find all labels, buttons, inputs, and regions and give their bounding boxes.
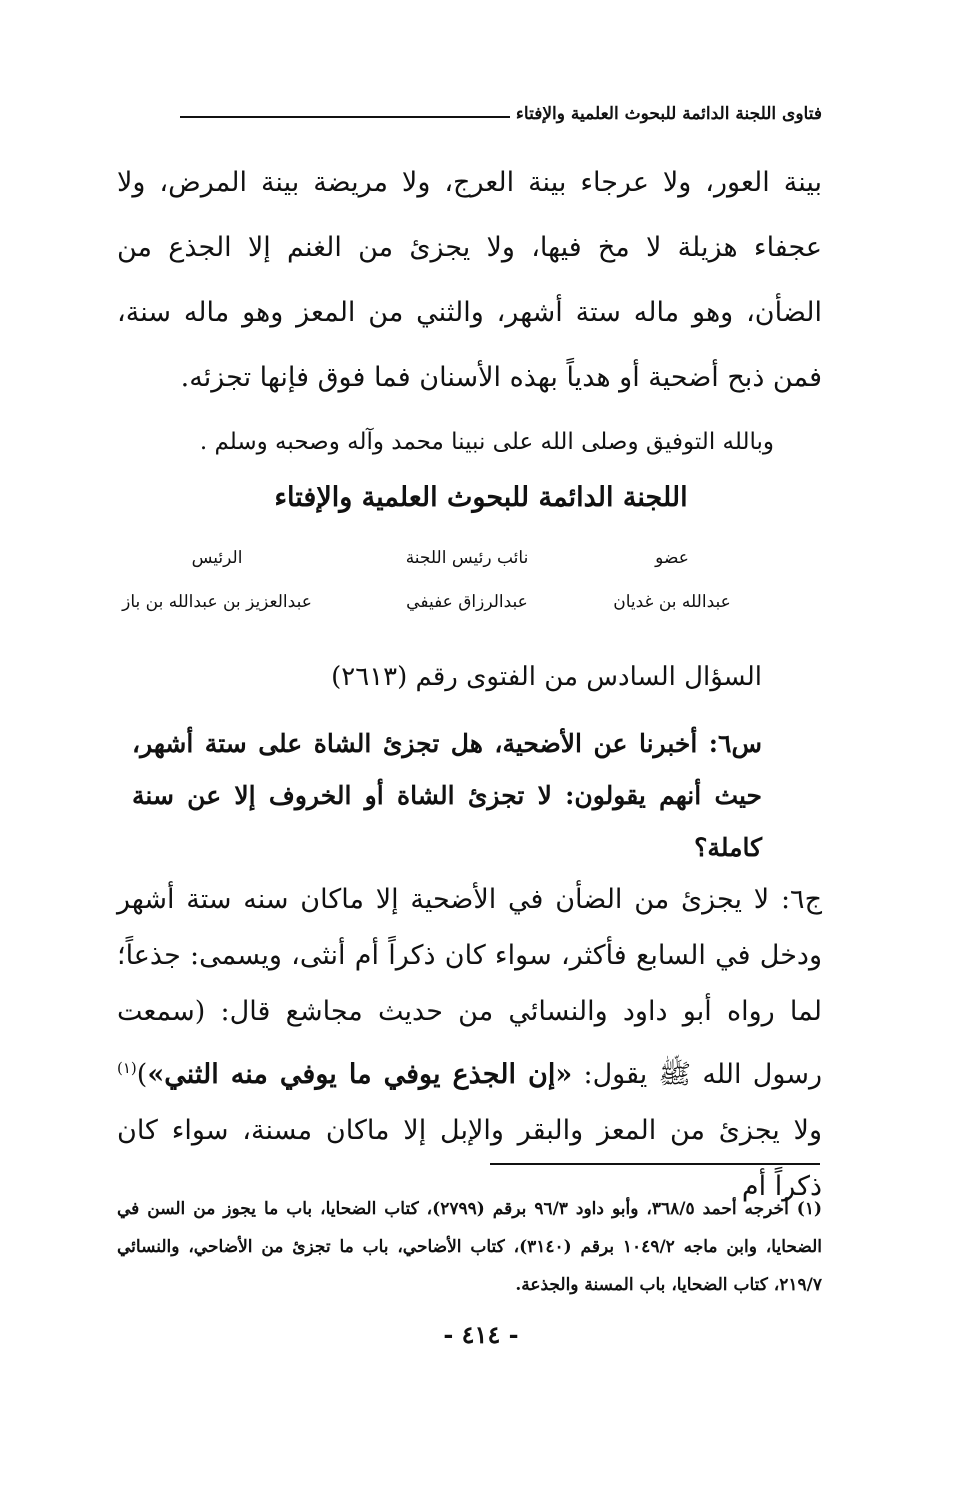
signatory-role: الرئيس [191, 548, 243, 568]
signatory-chair [97, 543, 337, 617]
signatory-vice-chair [367, 543, 567, 617]
paragraph-1: بينة العور، ولا عرجاء بينة العرج، ولا مريضة بينة المرض، ولا عجفاء هزيلة لا مخ فيها، ولا يجزئ من الغنم إلا الجذع من الضأن، وهو ماله ستة أشهر، والثني من المعز وهو ماله سنة، فمن ذبح أضحية أو هدياً بهذه الأسنان فما فوق فإنها تجزئه. [117, 167, 822, 393]
signatory-name: عبدالله بن غديان [613, 592, 731, 612]
running-header-title: فتاوى اللجنة الدائمة للبحوث العلمية والإفتاء [515, 104, 822, 124]
committee-title: اللجنة الدائمة للبحوث العلمية والإفتاء [274, 482, 688, 513]
answer-part-2: ) [136, 1059, 148, 1090]
question-heading: السؤال السادس من الفتوى رقم (٢٦١٣) [331, 662, 762, 692]
closing-line: وبالله التوفيق وصلى الله على نبينا محمد وآله وصحبه وسلم . [199, 429, 774, 455]
answer-part-3: ولا يجزئ من المعز والبقر والإبل إلا ماكان مسنة، سواء كان ذكراً أم [117, 1115, 822, 1202]
footnote-reference: (١) [117, 1059, 137, 1077]
running-header-rule [180, 116, 510, 118]
running-header [180, 104, 822, 124]
signatory-member [607, 543, 737, 617]
footnote-text: (١) أخرجه أحمد ٣٦٨/٥، وأبو داود ٩٦/٣ برقم (٢٧٩٩)، كتاب الضحايا، باب ما يجوز من السن في الضحايا، وابن ماجه ١٠٤٩/٢ برقم (٣١٤٠)، كتاب الأضاحي، باب ما تجزئ من الأضاحي، والنسائي ٢١٩/٧، كتاب الضحايا، باب المسنة والجذعة. [117, 1199, 823, 1295]
signatory-name: عبدالعزيز بن عبدالله بن باز [122, 592, 312, 612]
signatory-name: عبدالرزاق عفيفي [406, 592, 528, 612]
page-number: - ٤١٤ - [443, 1320, 519, 1349]
signatory-role: نائب رئيس اللجنة [405, 548, 529, 568]
footnote-divider [490, 1163, 820, 1165]
signatories [97, 543, 737, 617]
hadith-quote: «إن الجذع يوفي ما يوفي منه الثني» [147, 1059, 573, 1090]
question-text: س٦: أخبرنا عن الأضحية، هل تجزئ الشاة على ستة أشهر، حيث أنهم يقولون: لا تجزئ الشاة أو الخروف إلا عن سنة كاملة؟ [132, 729, 762, 862]
answer-part-1: ج٦: لا يجزئ من الضأن في الأضحية إلا ماكان سنه ستة أشهر ودخل في السابع فأكثر، سواء كان ذكراً أم أنثى، ويسمى: جذعاً؛ لما رواه أبو داود والنسائي من حديث مجاشع قال: (سمعت رسول الله ﷺ يقول: [117, 884, 823, 1090]
signatory-role: عضو [655, 548, 689, 568]
